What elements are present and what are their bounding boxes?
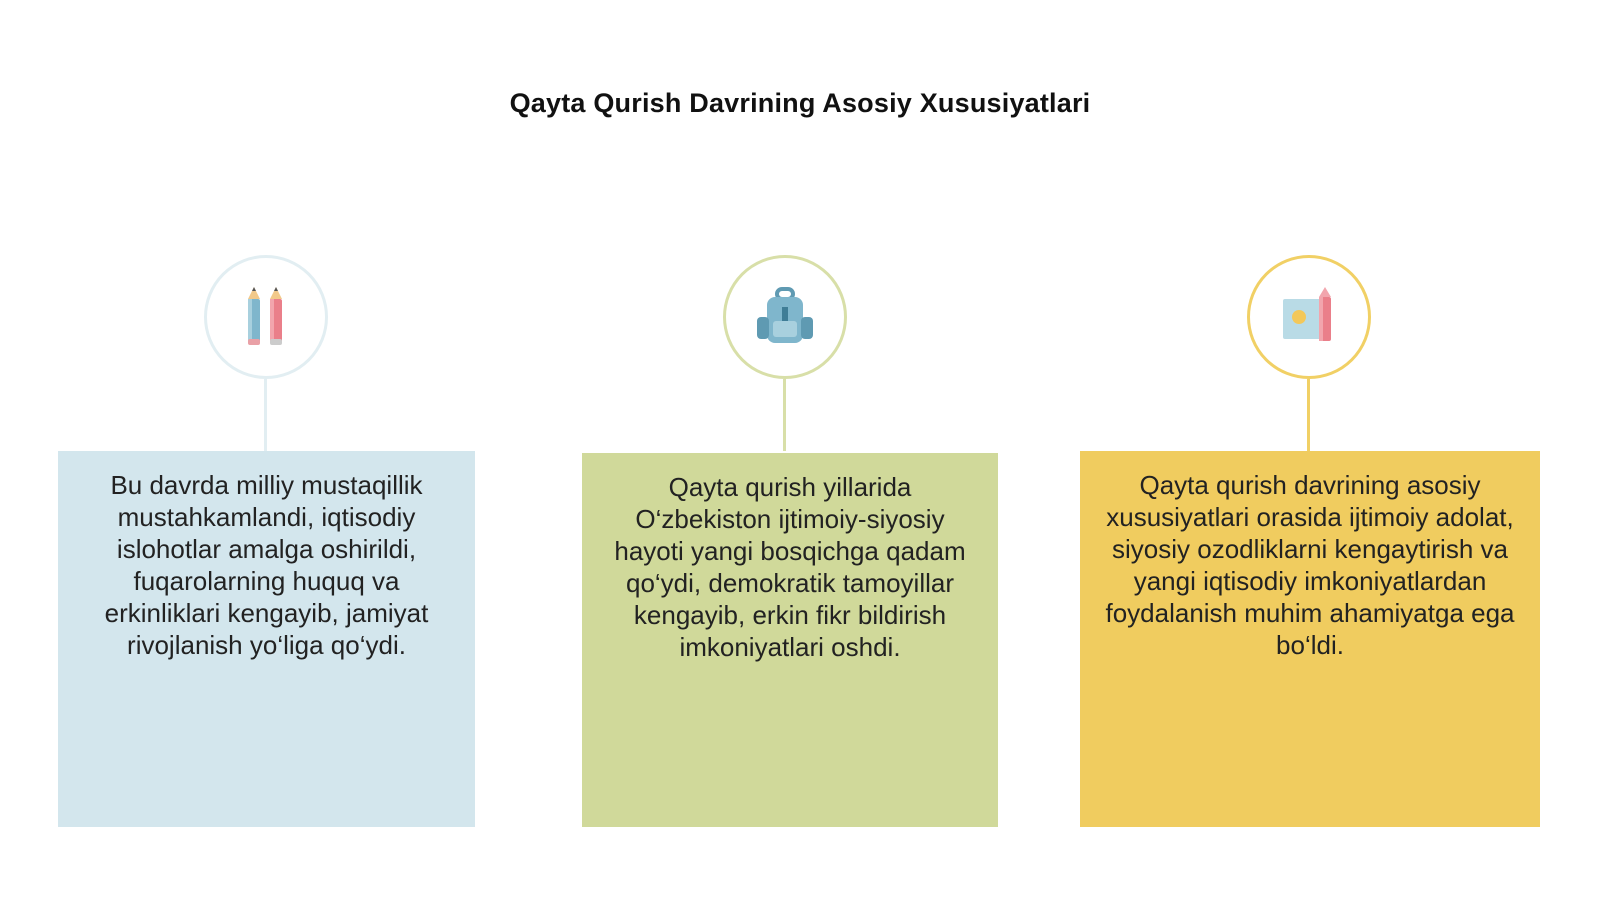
canvas-crayon-icon — [1279, 287, 1339, 347]
connector-line-1 — [264, 379, 267, 451]
icon-ring-1 — [204, 255, 328, 379]
feature-text-1: Bu davrda milliy mustaqillik mustahkamlandi, iqtisodiy islohotlar amalga oshirildi, fuqarolarning huquq va erkinliklari kengayib, jamiyat rivojlanish yo‘liga qo‘ydi. — [104, 470, 429, 660]
pencils-icon — [238, 285, 294, 349]
page-title: Qayta Qurish Davrining Asosiy Xususiyatlari — [509, 88, 1091, 118]
feature-card-3 — [1080, 451, 1540, 827]
backpack-icon — [755, 287, 815, 347]
feature-card-2 — [582, 453, 998, 827]
feature-text-3: Qayta qurish davrining asosiy xususiyatlari orasida ijtimoiy adolat, siyosiy ozodliklarni kengaytirish va yangi iqtisodiy imkoniyatlardan foydalanish muhim ahamiyatga ega bo‘ldi. — [1105, 470, 1515, 660]
connector-line-2 — [783, 379, 786, 451]
feature-text-2: Qayta qurish yillarida O‘zbekiston ijtimoiy-siyosiy hayoti yangi bosqichga qadam qo‘ydi, demokratik tamoyillar kengayib, erkin fikr bildirish imkoniyatlari oshdi. — [614, 472, 966, 662]
icon-ring-2 — [723, 255, 847, 379]
icon-ring-3 — [1247, 255, 1371, 379]
connector-line-3 — [1307, 379, 1310, 451]
feature-card-1 — [58, 451, 475, 827]
